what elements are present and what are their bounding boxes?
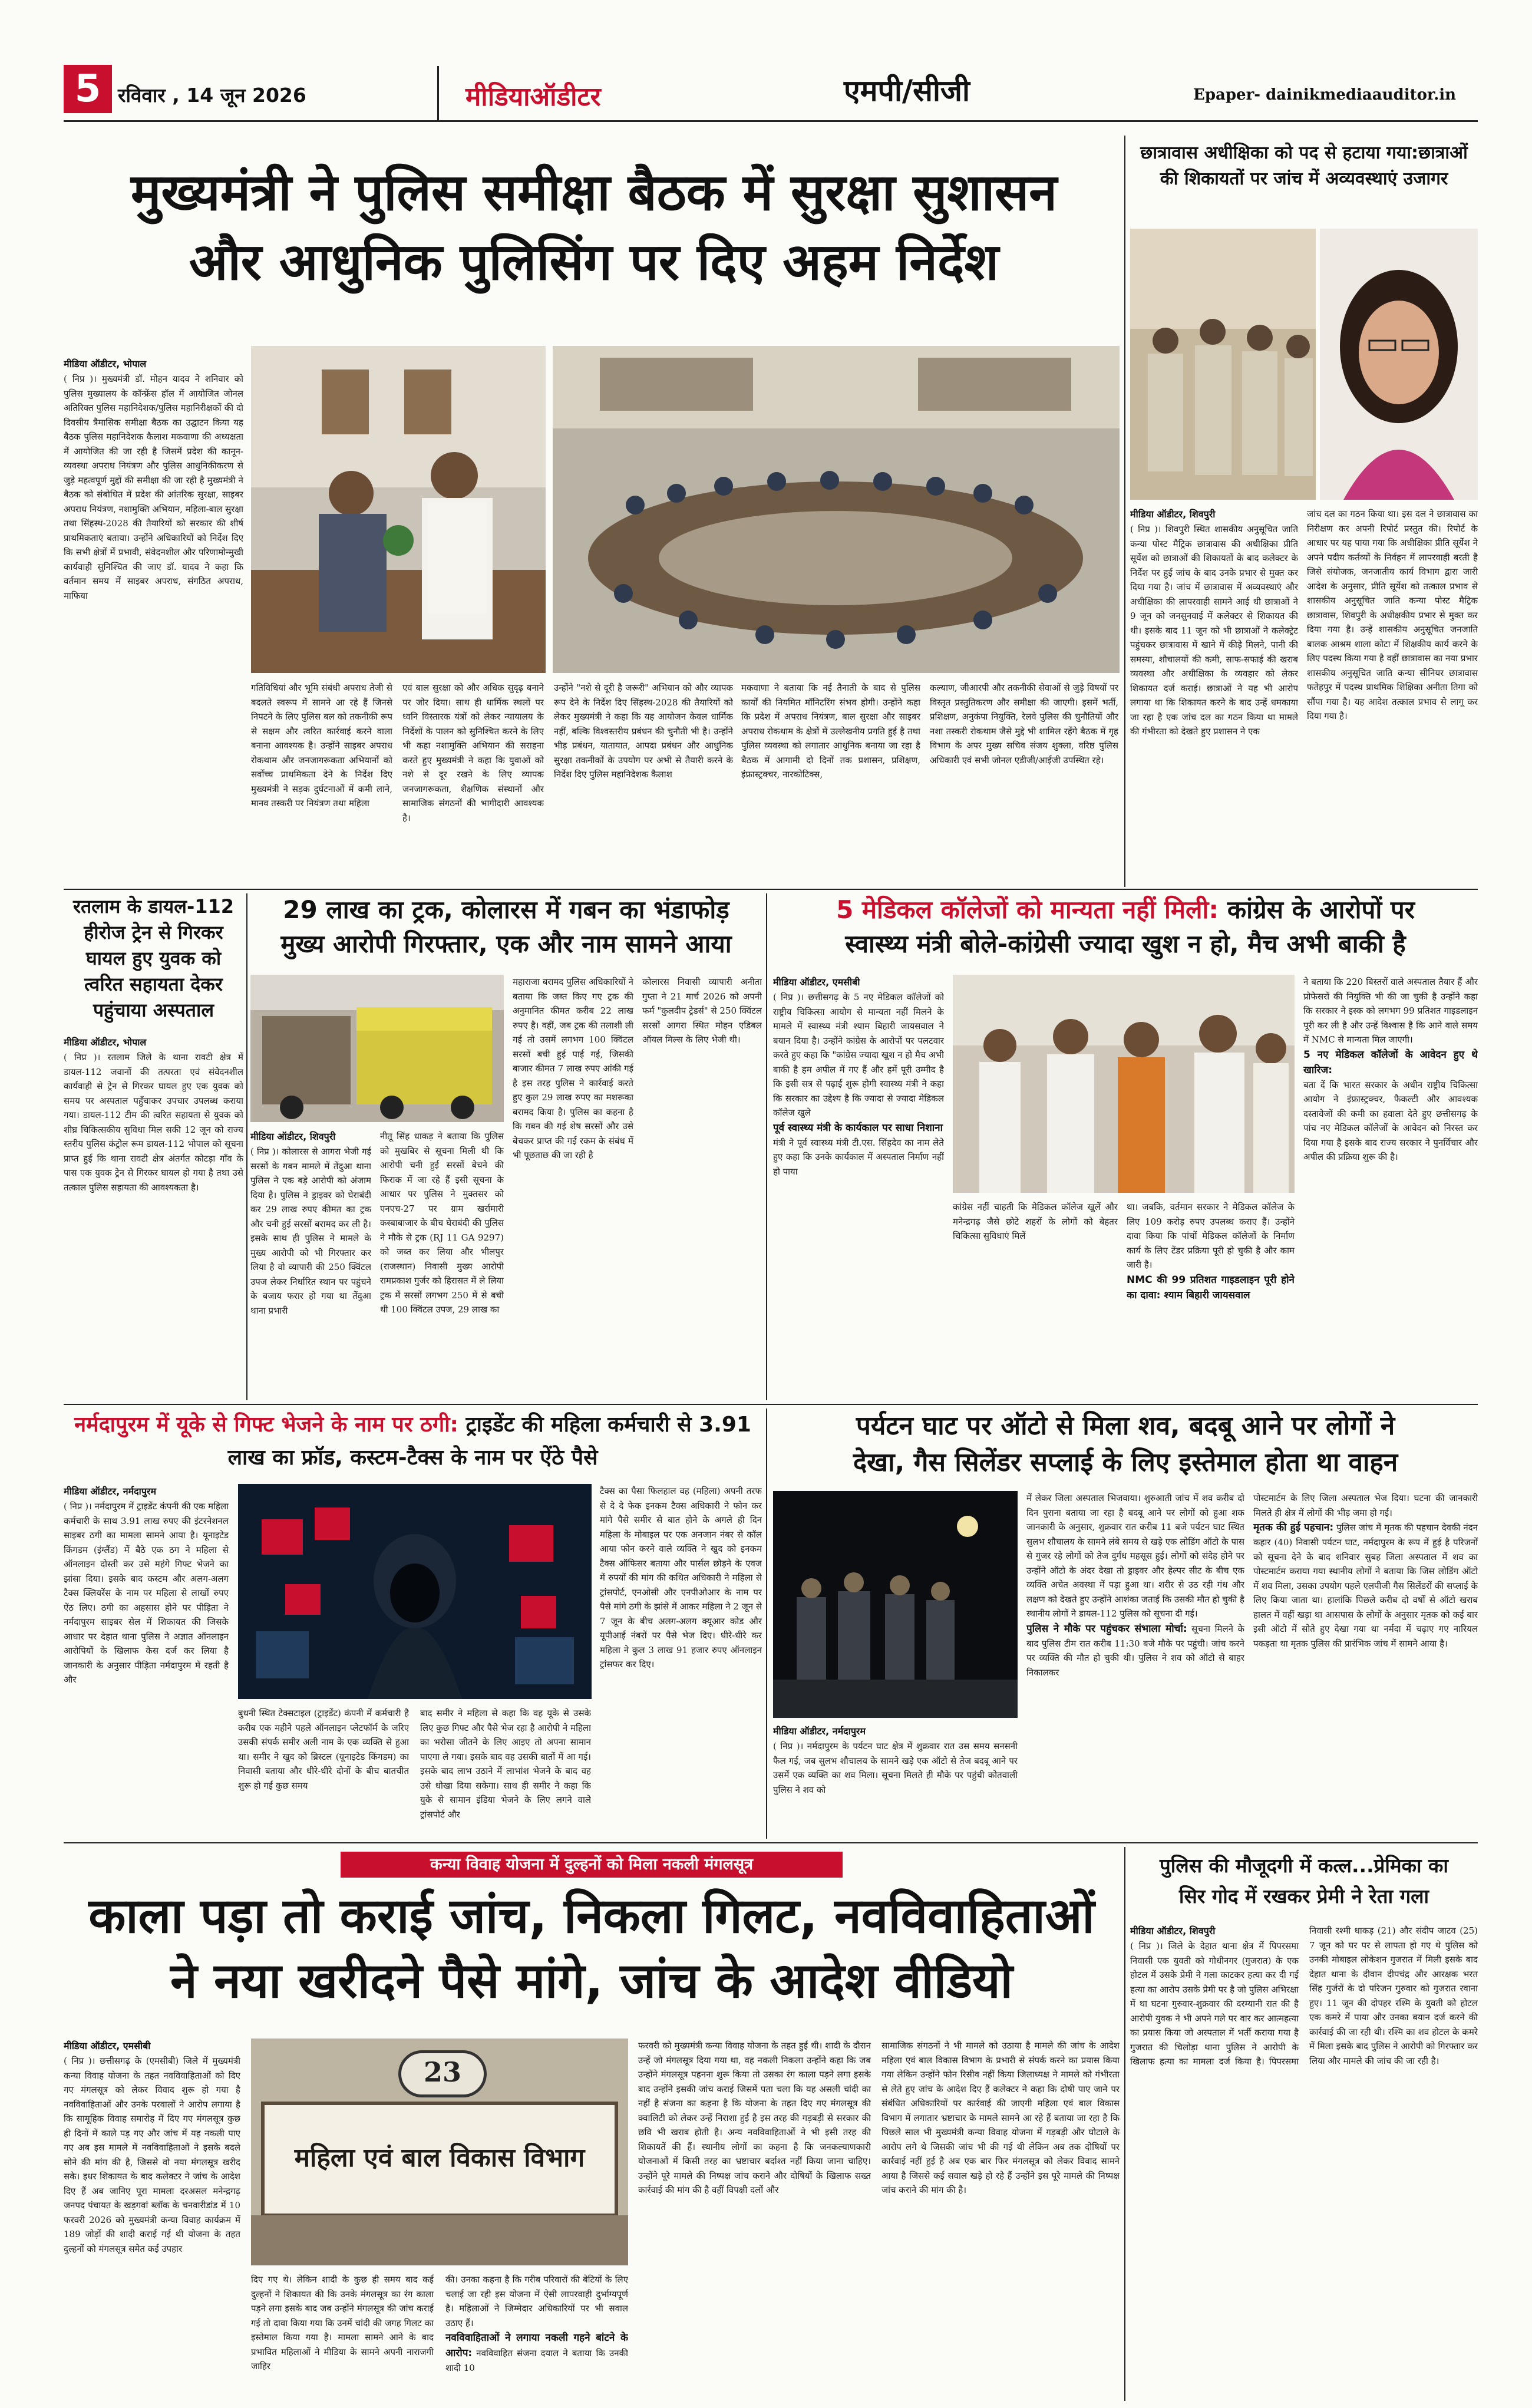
- ratlam-body: [64, 1035, 243, 1397]
- photo-hostel-students-image: [1130, 229, 1316, 500]
- auto-col-3b-text: पुलिस जांच में मृतक की पहचान देवकी नंदन कहार (40) निवासी पर्यटन घाट, नर्मदापुरम के रूप में हुई है परिजनों को सूचना देने के बाद शनिवार सुबह जिला अस्पताल में शव का पोस्टमार्टम कराया गया स्थानीय लोगों ने बताया कि जिस लोडिंग ऑटो में शव मिला, उसका उपयोग पहले एलपीजी गैस सिलेंडरों की सप्लाई के लिए किया जाता था। हालांकि पिछले करीब दो वर्षों से ऑटो खराब हालत में वहीं खड़ा था आसपास के लोगों के अनुसार मृतक को कई बार इसी ऑटो में सोते हुए देखा गया था नर्मदा में चढ़ाए गए नारियल पकड़ता था मृतक पुलिस की प्रारंभिक जांच में सामने आया है।: [1253, 1522, 1478, 1649]
- murder-body: [1130, 1924, 1478, 2399]
- mangalsutra-col-5: सामाजिक संगठनों ने भी मामले को उठाया है मामले की जांच के आदेश महिला एवं बाल विकास विभाग के प्रभारी से संपर्क करने का प्रयास किया गया लेकिन उन्होंने फोन रिसीव नहीं किया जिलाध्यक्ष ने मामले को गंभीरता से लेते हुए जांच के आदेश दिए हैं कलेक्टर ने कहा कि दोषी पाए जाने पर संबंधित अधिकारियों पर कार्रवाई की जाएगी महिला एवं बाल विकास विभाग में लगातार भ्रष्टाचार के मामले सामने आ रहे हैं बताया जा रहा है कि पिछले साल भी मुख्यमंत्री कन्या विवाह योजना में गड़बड़ी और घोटाले के आरोप लगे थे जिसकी जांच भी की गई थी लेकिन अब तक दोषियों पर कार्रवाई नहीं हुई है अब एक बार फिर मंगलसूत्र को लेकर विवाद सामने आया है जिससे कई सवाल खड़े हो रहे हैं उन्होंने इस पूरे मामले की निष्पक्ष जांच कराने की मांग की है।: [881, 2040, 1120, 2195]
- mangalsutra-subhead-1: नवविवाहिताओं ने लगाया नकली गहने बांटने के आरोप:: [445, 2332, 628, 2359]
- murder-headline-tail: प्रेमिका का: [1373, 1854, 1448, 1877]
- medical-subhead-2-tail: श्याम बिहारी जायसवाल: [1160, 1289, 1250, 1301]
- dateline: मीडिया ऑडीटर, एमसीबी: [64, 2040, 151, 2051]
- truck-headline-line2: मुख्य आरोपी गिरफ्तार, एक और नाम सामने आया: [280, 929, 732, 958]
- lead-headline-line2: और आधुनिक पुलिसिंग पर दिए अहम निर्देश: [189, 233, 999, 292]
- photo-health-minister: [953, 975, 1295, 1193]
- col-divider-right: [1124, 136, 1125, 887]
- fraud-headline-red: नर्मदापुरम में यूके से गिफ्ट भेजने के नाम पर ठगी:: [74, 1413, 458, 1437]
- section-label: एमपी/सीजी: [844, 74, 970, 108]
- auto-headline-line1: पर्यटन घाट पर ऑटो से मिला शव, बदबू आने पर लोगों ने: [856, 1411, 1395, 1441]
- medical-subhead-3: 5 नए मेडिकल कॉलेजों के आवेदन हुए थे खारिज:: [1303, 1048, 1478, 1076]
- lead-col-5: मकवाणा ने बताया कि नई तैनाती के बाद से पुलिस कार्यों की नियमित मॉनिटरिंग संभव होगी। उन्होंने कहा कि प्रदेश में अपराध नियंत्रण, बाल सुरक्षा और साइबर अपराध रोकथाम के क्षेत्रों में उल्लेखनीय प्रगति हुई है तथा पुलिस व्यवस्था को लगातार आधुनिक बनाया जा रहा है बैठक में आगामी दो दिनों तक प्रशासन, प्रशिक्षण, इंफ्रास्ट्रक्चर, नारकोटिक्स,: [741, 682, 920, 780]
- medical-col-1b-text: मंत्री ने पूर्व स्वास्थ्य मंत्री टी.एस. सिंहदेव का नाम लेते हुए कहा कि उनके कार्यकाल में अस्पताल निर्माण नहीं हो पाया: [773, 1137, 944, 1177]
- col-divider-ratlam: [246, 893, 247, 1400]
- lead-headline-line1: मुख्यमंत्री ने पुलिस समीक्षा बैठक में सुरक्षा सुशासन: [131, 163, 1057, 222]
- truck-headline-line1: 29 लाख का ट्रक, कोलारस में गबन का भंडाफोड़: [283, 895, 729, 924]
- fraud-col-3: बाद समीर ने महिला से कहा कि वह यूके से उसके लिए कुछ गिफ्ट और पैसे भेज रहा है आरोपी ने महिला का भरोसा जीतने के लिए आइए तो अपना सामान पाएगा ले गया। इसके बाद वह उसकी बातों में आ गई। इसके बाद लाभ उठाने में लाभांश भेजने के बाद वह उसे धोखा दिया सकेगा। साथ ही समीर ने कहा कि युके से सामान इंडिया भेजने के लिए लगने वाले ट्रांसपोर्ट और: [420, 1708, 591, 1820]
- truck-story: [250, 893, 762, 1400]
- epaper-link[interactable]: Epaper- dainikmediaauditor.in: [1193, 86, 1457, 104]
- photo-cyber-hacker-image: [238, 1484, 592, 1699]
- medical-col-3: [1127, 1200, 1295, 1397]
- photo-meeting-hall-image: [553, 346, 1120, 673]
- ratlam-body-text: ( निप्र )। रतलाम जिले के थाना रावटी क्षेत्र में डायल-112 जवानों की तत्परता एवं संवेदनशील कार्यवाही से ट्रेन से गिरकर घायल हुए एक युवक को समय पर अस्पताल पहुँचाकर उपचार उपलब्ध कराया गया। डायल-112 टीम की त्वरित सहायता से युवक को शीघ्र चिकित्सकीय सुविधा मिल सकी 12 जून को राज्य स्तरीय पुलिस कंट्रोल रूम डायल-112 भोपाल को सूचना प्राप्त हुई कि थाना रावटी क्षेत्र अंतर्गत कोटड़ा गाँव के पास एक युवक ट्रेन से गिरकर घायल हो गया है तथा उसे तत्काल पुलिस सहायता की आवश्यकता है।: [64, 1052, 243, 1193]
- photo-seized-truck-image: [250, 975, 504, 1122]
- fraud-col-1-text: ( निप्र )। नर्मदापुरम में ट्राइडेंट कंपनी की एक महिला कर्मचारी के साथ 3.91 लाख रुपए की इंटरनेशनल साइबर ठगी का मामला सामने आया है। यूनाइटेड किंगडम (इंग्लैंड) में बैठे एक ठग ने महिला से ऑनलाइन दोस्ती कर उसे महंगे गिफ्ट भेजने का झांसा दिया। इसके बाद कस्टम और अलग-अलग टैक्स क्लियरेंस के नाम पर महिला से लाखों रुपए ऐंठ लिए। ठगी का अहसास होने पर पीड़िता ने नर्मदापुरम साइबर सेल में शिकायत की जिसके आधार पर देहात थाना पुलिस ने अज्ञात ऑनलाइन आरोपियों के खिलाफ केस दर्ज कर लिया है जानकारी के अनुसार पीड़िता नर्मदापुरम में रहती है और: [64, 1501, 229, 1685]
- photo-cm-gift: [251, 346, 546, 673]
- dateline: मीडिया ऑडीटर, नर्मदापुरम: [773, 1726, 866, 1737]
- mangalsutra-headline-line1: काला पड़ा तो कराई जांच, निकला गिलट, नवविवाहिताओं: [88, 1888, 1095, 1944]
- auto-col-2-text: में लेकर जिला अस्पताल भिजवाया। शुरुआती जांच में शव करीब दो दिन पुराना बताया जा रहा है बदबू आने पर लोगों को हुआ शक जानकारी के अनुसार, शुक्रवार रात करीब 11 बजे पर्यटन घाट स्थित सुलभ शौचालय के सामने लंबे समय से खड़े एक लोडिंग ऑटो के पास से गुजर रहे लोगों को तेज दुर्गंध महसूस हुई। लोगों को संदेह होने पर उन्होंने ऑटो के अंदर देखा तो ड्राइवर और हेल्पर सीट के बीच एक व्यक्ति अचेत अवस्था में पड़ा हुआ था। शरीर से उठ रही गंध और लक्षण को देखते हुए उन्होंने आशंका जताई कि उसकी मौत हो चुकी है स्थानीय लोगों ने डायल-112 पुलिस को सूचना दी गई।: [1026, 1493, 1244, 1619]
- mangalsutra-kicker: कन्या विवाह योजना में दुल्हनों को मिला नकली मंगलसूत्र: [341, 1852, 843, 1878]
- photo-meeting-hall: [553, 346, 1120, 673]
- medical-col-1-text: ( निप्र )। छत्तीसगढ़ के 5 नए मेडिकल कॉलेजों को राष्ट्रीय चिकित्सा आयोग से मान्यता नहीं मिलने के मामले में स्वास्थ्य मंत्री श्याम बिहारी जायसवाल ने बयान दिया है। उन्होंने कांग्रेस के आरोपों पर पलटवार करते हुए कहा कि "कांग्रेस ज्यादा खुश न हो मैच अभी बाकी है हम अपील में गए हैं और हमें पूरी उम्मीद है कि इसी सत्र से पढ़ाई शुरू होगी स्वास्थ्य मंत्री ने कहा कि सरकार का उद्देश्य है कि ज्यादा से ज्यादा मेडिकल कॉलेज खुले: [773, 992, 944, 1118]
- murder-story: [1130, 1847, 1478, 2401]
- dateline: मीडिया ऑडीटर, शिवपुरी: [1130, 1925, 1216, 1937]
- photo-wcd-office: [251, 2038, 628, 2265]
- ratlam-story: [64, 893, 243, 1400]
- mangalsutra-col-1-text: ( निप्र )। छत्तीसगढ़ के (एमसीबी) जिले में मुख्यमंत्री कन्या विवाह योजना के तहत नवविवाहिताओं को दिए गए मंगलसूत्र को लेकर विवाद शुरू हो गया है नवविवाहिताओं और उनके परवालों ने आरोप लगाया है कि सामूहिक विवाह समारोह में दिए गए मंगलसूत्र कुछ ही दिनों में काले पड़ गए और जांच में यह नकली पाए गए अब इस मामले में नवविवाहिताओं ने इसके बदले सोने की मांग की है, जिससे वो नया मंगलसूत्र खरीद सके। इधर शिकायत के बाद कलेक्टर ने जांच के आदेश दिए हैं अब जानिए पूरा मामला दरअसल मनेन्द्रगढ़ जनपद पंचायत के खड़गवां ब्लॉक के चनवारीडांड में 10 फरवरी 2026 को मुख्यमंत्री कन्या विवाह कार्यक्रम में 189 जोड़ों की शादी कराई गई थी योजना के तहत दुल्हनों को मंगलसूत्र समेत कई उपहार: [64, 2056, 240, 2254]
- medical-subhead-2: NMC की 99 प्रतिशत गाइडलाइन पूरी होने का दावा:: [1127, 1274, 1295, 1301]
- auto-col-2: [1026, 1491, 1244, 1838]
- lead-col-4: उन्होंने "नशे से दूरी है जरूरी" अभियान को और व्यापक रूप देने के निर्देश दिए सिंहस्थ-2028 की तैयारियों को लेकर मुख्यमंत्री ने कहा कि यह आयोजन केवल धार्मिक नहीं, बल्कि विश्वस्तरीय प्रबंधन की चुनौती भी है। उन्होंने भीड़ प्रबंधन, यातायात, आपदा प्रबंधन और आधुनिक सुरक्षा तकनीकों के उपयोग पर अभी से तैयारी करने के निर्देश दिए पुलिस महानिदेशक कैलाश: [554, 682, 733, 780]
- ratlam-headline: रतलाम के डायल-112 हीरोज ट्रेन से गिरकर घायल हुए युवक को त्वरित सहायता देकर पहुंचाया अस्पताल: [72, 895, 235, 1021]
- murder-headline-line1: [1130, 1852, 1478, 1880]
- lead-story: [64, 127, 1120, 887]
- mangalsutra-col-1: [64, 2038, 240, 2399]
- fraud-col-4: टैक्स का पैसा फिलहाल वह (महिला) अपनी तरफ से दे दे फेक इनकम टैक्स अधिकारी ने फोन कर मांगे पैसे समीर से बात होने के अगले ही दिन महिला के मोबाइल पर एक अनजान नंबर से कॉल आया फोन करने वाले व्यक्ति ने खुद को इनकम टैक्स ऑफिसर बताया और पार्सल छोड़ने के एवज में रुपयों की मांग की कथित अधिकारी ने महिला से ट्रांसपोर्ट, एनओसी और एनपीओआर के नाम पर पैसे मांगे ठगी के झांसे में आकर महिला ने 2 जून से 7 जून के बीच अलग-अलग क्यूआर कोड और यूपीआई नंबरों पर पैसे भेज दिए। धीरे-धीरे कर महिला ने कुल 3 लाख 91 हजार रुपए ऑनलाइन ट्रांसफर कर दिए।: [600, 1486, 762, 1670]
- dateline: मीडिया ऑडीटर, शिवपुरी: [250, 1131, 336, 1142]
- murder-headline-black: पुलिस की मौजूदगी में कत्ल...: [1160, 1854, 1374, 1877]
- dateline: मीडिया ऑडीटर, भोपाल: [64, 358, 147, 370]
- truck-col-2: नीतू सिंह धाकड़ ने बताया कि पुलिस को मुखबिर से सूचना मिली थी कि आरोपी चनी हुई सरसों बेचने की फिराक में जा रहे हैं इसी सूचना के आधार पर पुलिस ने मुक्तसर को एनएच-27 पर ग्राम खर्रामारी कस्बाबाजार के बीच घेराबंदी की पुलिस ने मौके से ट्रक (RJ 11 GA 9297) को जब्त कर लिया और भीलपुर (राजस्थान) निवासी मुख्य आरोपी रामप्रकाश गुर्जर को हिरासत में ले लिया ट्रक में सरसों लगभग 250 में से बची थी 100 क्विंटल उपज, 29 लाख का: [380, 1131, 504, 1315]
- medical-col-3-text: था। जबकि, वर्तमान सरकार ने मेडिकल कॉलेज के लिए 109 करोड़ रुपए उपलब्ध कराए हैं। उन्होंने दावा किया कि पांचों मेडिकल कॉलेजों के निर्माण कार्य के लिए टेंडर प्रक्रिया पूरी हो चुकी है और काम जारी है।: [1127, 1202, 1295, 1270]
- fraud-headline-black: ट्राइडेंट की महिला कर्मचारी से 3.91 लाख का फ्रॉड, कस्टम-टैक्स के नाम पर ऐंठे पैसे: [227, 1413, 751, 1470]
- mangalsutra-col-4: फरवरी को मुख्यमंत्री कन्या विवाह योजना के तहत हुई थी। शादी के दौरान उन्हें जो मंगलसूत्र दिया गया था, वह नकली निकला उन्होंने कहा कि जब उन्होंने मंगलसूत्र पहनना शुरू किया तो उसका रंग काला पड़ने लगा इसके बाद उन्होंने इसकी जांच कराई जिसमें पता चला कि यह असली चांदी का नहीं है संजना का कहना है कि योजना के तहत दिए गए मंगलसूत्र की क्वालिटी को लेकर उन्हें निराशा हुई है इस तरह की गड़बड़ी से सरकार की छवि भी खराब होती है। अन्य नवविवाहिताओं ने भी इसी तरह की शिकायतें की हैं। स्थानीय लोगों का कहना है कि जनकल्याणकारी योजनाओं में किसी तरह का भ्रष्टाचार बर्दाश्त नहीं किया जाना चाहिए। उन्होंने पूरे मामले की निष्पक्ष जांच कराने और दोषियों के खिलाफ सख्त कार्रवाई की मांग की है वहीं विपक्षी दलों और: [638, 2040, 871, 2195]
- mangalsutra-col-3: [445, 2272, 628, 2399]
- hostel-col-1-text: ( निप्र )। शिवपुरी स्थित शासकीय अनुसूचित जाति कन्या पोस्ट मैट्रिक छात्रावास की अधीक्षिका प्रीति सूर्येश को छात्राओं की शिकायतों के बाद कलेक्टर के निर्देश पर हुई जांच के बाद उनके प्रभार से मुक्त कर दिया गया है। जांच में छात्रावास में अव्यवस्थाएं और अधीक्षिका की लापरवाही सामने आई थी छात्राओं ने 9 जून को जनसुनवाई में कलेक्टर से शिकायत की थी। इसके बाद 11 जून को भी छात्राओं ने कलेक्ट्रेट पहुंचकर छात्रावास में खाने में कीड़े मिलने, पानी की समस्या, शौचालयों की कमी, साफ-सफाई की खराब व्यवस्था और अधीक्षिका के व्यवहार को लेकर शिकायत दर्ज कराई। छात्राओं ने यह भी आरोप लगाया था कि शिकायत करने के बाद उन्हें धमकाया जा रहा है एक जांच दल का गठन किया था मामले की गंभीरता को देखते हुए प्रशासन ने एक: [1130, 524, 1298, 737]
- fraud-col-1: [64, 1484, 229, 1838]
- lead-col-1-text: ( निप्र )। मुख्यमंत्री डॉ. मोहन यादव ने शनिवार को पुलिस मुख्यालय के कॉन्फ्रेंस हॉल में आयोजित जोनल अतिरिक्त पुलिस महानिदेशक/पुलिस महानिरीक्षकों की दो दिवसीय त्रैमासिक समीक्षा बैठक का उद्घाटन किया यह बैठक पुलिस महानिदेशक कैलाश मकवाणा की अध्यक्षता में आयोजित की जा रही है जिसमें प्रदेश की कानून-व्यवस्था अपराध नियंत्रण और पुलिस आधुनिकीकरण से जुड़े महत्वपूर्ण मुद्दों की समीक्षा की जा रही है मुख्यमंत्री ने बैठक को संबोधित में प्रदेश की आंतरिक सुरक्षा, साइबर अपराध नियंत्रण, नशामुक्ति अभियान, महिला-बाल सुरक्षा तथा सिंहस्थ-2028 की तैयारियों को सरकार की शीर्ष प्राथमिकताएं बताया। उन्होंने अधिकारियों को निर्देश दिए कि सभी क्षेत्रों में प्रभावी, संवेदनशील और परिणामोन्मुखी कार्यवाही सुनिश्चित की जाए डॉ. यादव ने कहा कि वर्तमान समय में साइबर अपराध, संगठित अपराध, माफिया: [64, 374, 243, 601]
- photo-warden-portrait: [1320, 229, 1478, 500]
- lead-col-3: एवं बाल सुरक्षा को और अधिक सुदृढ़ बनाने पर जोर दिया। साथ ही धार्मिक स्थलों पर ध्वनि विस्तारक यंत्रों को लेकर न्यायालय के निर्देशों के पालन को सुनिश्चित करने के लिए भी कहा नशामुक्ति अभियान की सराहना करते हुए मुख्यमंत्री ने कहा कि युवाओं को नशे से दूर रखने के लिए व्यापक जनजागरूकता, शैक्षणिक संस्थानों और सामाजिक संगठनों की भागीदारी आवश्यक है।: [402, 682, 544, 823]
- photo-cm-gift-image: [251, 346, 546, 673]
- auto-col-3: [1253, 1491, 1478, 1838]
- medical-headline-line1: [773, 893, 1478, 926]
- truck-col-4: कोलारस निवासी व्यापारी अनीता गुप्ता ने 21 मार्च 2026 को अपनी फर्म "कुलदीप ट्रेडर्स" से 250 क्विंटल सरसों आगरा स्थित मोहन एडिबल ऑयल मिल्स के लिए भेजी थी।: [642, 977, 762, 1045]
- photo-seized-truck: [250, 975, 504, 1122]
- auto-subhead-2: मृतक की हुई पहचान:: [1253, 1522, 1334, 1533]
- medical-headline-red: 5 मेडिकल कॉलेजों को मान्यता नहीं मिली:: [836, 895, 1219, 924]
- section-rule-2: [64, 1404, 1478, 1405]
- masthead-rule: [64, 120, 1478, 122]
- hostel-col-1: [1130, 507, 1298, 884]
- photo-wcd-number: 23: [398, 2050, 487, 2097]
- photo-hostel-students: [1130, 229, 1316, 500]
- medical-col-1: [773, 975, 944, 1396]
- auto-col-1: [773, 1724, 1018, 1837]
- photo-warden-portrait-image: [1320, 229, 1478, 500]
- page-number: 5: [64, 65, 112, 113]
- murder-headline-line2: सिर गोद में रखकर प्रेमी ने रेता गला: [1178, 1885, 1429, 1908]
- hostel-col-2: जांच दल का गठन किया था। इस दल ने छात्रावास का निरीक्षण कर अपनी रिपोर्ट प्रस्तुत की। रिपोर्ट के आधार पर यह पाया गया कि अधीक्षिका प्रीति सूर्येश ने अपने पदीय कर्तव्यों के निर्वहन में लापरवाही बरती है जिसे संयोजक, जनजातीय कार्य विभाग द्वारा जारी आदेश के अनुसार, प्रीति सूर्येश को तत्काल प्रभाव से शासकीय अनुसूचित जाति कन्या पोस्ट मैट्रिक छात्रावास, शिवपुरी के अधीक्षकीय प्रभार से मुक्त कर दिया गया है। उन्हें शासकीय अनुसूचित जनजाति बालक आश्रम शाला कोटा में शिक्षकीय कार्य करने के लिए पदस्थ किया गया है वहीं छात्रावास का नया प्रभार शासकीय अनुसूचित जाति कन्या सीनियर छात्रावास फतेहपुर में पदस्थ प्राथमिक शिक्षिका अनीता तिगा को सौंपा गया है। यह आदेश तत्काल प्रभाव से लागू कर दिया गया है।: [1307, 509, 1478, 721]
- fraud-headline: [64, 1408, 762, 1475]
- dateline: मीडिया ऑडीटर, नर्मदापुरम: [64, 1486, 157, 1497]
- dateline: मीडिया ऑडीटर, एमसीबी: [773, 977, 860, 988]
- auto-subhead-1: पुलिस ने मौके पर पहुंचकर संभाला मोर्चा:: [1026, 1622, 1187, 1635]
- murder-body-text: ( निप्र )। जिले के देहात थाना क्षेत्र में पिपरसमा निवासी एक युवती को गोधीनगर (गुजरात) के एक होटल में उसके प्रेमी ने गला काटकर हत्या कर दी गई हत्या का आरोप उसके प्रेमी पर है जो पुलिस अभिरक्षा में था घटना गुरुवार-शुक्रवार की दरम्यानी रात की है आरोपी युवक ने भी अपने गले पर वार कर आत्महत्या का प्रयास किया जो अस्पताल में भर्ती कराया गया है गुजरात की चिलोड़ा थाना पुलिस ने आरोपी के खिलाफ हत्या का मामला दर्ज किया है। पिपरसमा निवासी रश्मी धाकड़ (21) और संदीप जाटव (25) 7 जून को घर पर से लापता हो गए थे पुलिस को उनकी मोबाइल लोकेशन गुजरात में मिली इसके बाद देहात थाना के दीवान दीपचंद्र और आरक्षक भरत सिंह गुर्जरों के दो परिजन गुरुवार को गुजरात रवाना हुए। 11 जून की दोपहर रश्मि के युवती को होटल एक कमरे में पाया और उनका बयान दर्ज करने की कार्रवाई की जा रही थी। रश्मि का शव होटल के कमरे में मिला इसके बाद पुलिस ने आरोपी को गिरफ्तार कर लिया और मामले की जांच की जा रही है।: [1130, 1925, 1478, 2067]
- fraud-story: [64, 1408, 762, 1839]
- lead-col-6: कल्याण, जीआरपी और तकनीकी सेवाओं से जुड़े विषयों पर विस्तृत प्रस्तुतिकरण और समीक्षा की जाएगी। इसमें भर्ती, प्रशिक्षण, अनुकंपा नियुक्ति, रेलवे पुलिस की चुनौतियों और नशा तस्करी रोकथाम जैसे मुद्दे भी शामिल रहेंगे बैठक में गृह विभाग के अपर मुख्य सचिव संजय शुक्ला, वरिष्ठ पुलिस अधिकारी एवं सभी जोनल एडीजी/आईजी उपस्थित रहे।: [930, 682, 1118, 766]
- auto-col-2b-text: सूचना मिलने के बाद पुलिस टीम रात करीब 11:30 बजे मौके पर पहुंची। जांच करने पर व्यक्ति की मौत हो चुकी थी। पुलिस ने शव को ऑटो से बाहर निकालकर: [1026, 1623, 1244, 1678]
- mangalsutra-col-3-text: की। उनका कहना है कि गरीब परिवारों की बेटियों के लिए चलाई जा रही इस योजना में ऐसी लापरवाही दुर्भाग्यपूर्ण है। महिलाओं ने जिम्मेदार अधिकारियों पर भी सवाल उठाए हैं।: [445, 2274, 628, 2328]
- medical-col-4-text: ने बताया कि 220 बिस्तरों वाले अस्पताल तैयार हैं और प्रोफेसरों की नियुक्ति भी की जा चुकी है उन्होंने कहा कि सरकार ने इस्क को लगभग 99 प्रतिशत गाइडलाइन पूरी कर ली है और उन्हें विश्वास है कि आने वाले समय में NMC से मान्यता मिल जाएगी।: [1303, 977, 1478, 1045]
- medical-headline-black: कांग्रेस के आरोपों पर: [1219, 895, 1415, 924]
- dateline: मीडिया ऑडीटर, शिवपुरी: [1130, 509, 1216, 520]
- medical-headline-line2: स्वास्थ्य मंत्री बोले-कांग्रेसी ज्यादा खुश न हो, मैच अभी बाकी है: [845, 929, 1406, 958]
- mangalsutra-col-2: दिए गए थे। लेकिन शादी के कुछ ही समय बाद कई दुल्हनों ने शिकायत की कि उनके मंगलसूत्र का रंग काला पड़ने लगा इसके बाद जब उन्होंने मंगलसूत्र की जांच कराई गई तो दावा किया गया कि उनमें चांदी की जगह गिलट का इस्तेमाल किया गया है। मामला सामने आने के बाद प्रभावित महिलाओं ने मीडिया के सामने अपनी नाराजगी जाहिर: [251, 2274, 434, 2371]
- section-rule-1: [64, 889, 1478, 890]
- medical-col-2: कांग्रेस नहीं चाहती कि मेडिकल कॉलेज खुलें और मनेन्द्रगढ़ जैसे छोटे शहरों के लोगों को बेहतर चिकित्सा सुविधाएं मिलें: [953, 1202, 1118, 1241]
- truck-col-1: [250, 1129, 371, 1397]
- hostel-story: [1130, 140, 1478, 886]
- mangalsutra-col-3b-text: नवविवाहित संजना दयाल ने बताया कि उनकी शादी 10: [445, 2348, 628, 2373]
- photo-ghat-night-image: [773, 1491, 1018, 1718]
- masthead: [0, 0, 1532, 118]
- photo-wcd-sign: महिला एवं बाल विकास विभाग: [294, 2143, 585, 2173]
- medical-college-story: [773, 893, 1478, 1400]
- photo-cyber-hacker: [238, 1484, 592, 1699]
- col-divider-truck: [766, 893, 767, 1400]
- auto-headline-line2: देखा, गैस सिलेंडर सप्लाई के लिए इस्तेमाल होता था वाहन: [853, 1447, 1398, 1477]
- col-divider-bottom-right: [1124, 1847, 1125, 2401]
- photo-ghat-night: [773, 1491, 1018, 1718]
- dateline: मीडिया ऑडीटर, भोपाल: [64, 1037, 147, 1048]
- fraud-col-2: बुधनी स्थित टेक्सटाइल (ट्राइडेंट) कंपनी में कर्मचारी है करीब एक महीने पहले ऑनलाइन प्लेटफॉर्म के जरिए उसकी संपर्क समीर अली नाम के एक व्यक्ति से हुआ था। समीर ने खुद को ब्रिस्टल (यूनाइटेड किंगडम) का निवासी बताया और धीरे-धीरे दोनों के बीच बातचीत शुरू हो गई कुछ समय: [238, 1708, 409, 1791]
- truck-col-3: महाराजा बरामद पुलिस अधिकारियों ने बताया कि जब्त किए गए ट्रक की अनुमानित कीमत करीब 22 लाख रुपए है। वहीं, जब ट्रक की तलाशी ली गई तो उसमें लगभग 100 क्विंटल सरसों बची हुई पाई गई, जिसकी बाजार कीमत 7 लाख रुपए आंकी गई है इस तरह पुलिस ने कार्रवाई करते हुए कुल 29 लाख रुपए का मशरूका बरामद किया है। पुलिस का कहना है कि गबन की गई शेष सरसों और उसे बेचकर प्राप्त की गई रकम के संबंध में भी पूछताछ की जा रही है: [513, 977, 633, 1160]
- medical-subhead-1: पूर्व स्वास्थ्य मंत्री के कार्यकाल पर साधा निशाना: [773, 1121, 943, 1134]
- medical-col-4: [1303, 975, 1478, 1396]
- col-divider-fraud: [766, 1408, 767, 1839]
- brand-name: मीडियाऑडीटर: [465, 82, 601, 112]
- auto-body-story: [773, 1408, 1478, 1839]
- section-rule-3: [64, 1842, 1478, 1843]
- issue-date: रविवार , 14 जून 2026: [118, 84, 306, 107]
- auto-col-1-text: ( निप्र )। नर्मदापुरम के पर्यटन घाट क्षेत्र में शुक्रवार रात उस समय सनसनी फैल गई, जब सुलभ शौचालय के सामने खड़े एक ऑटो से तेज बदबू आने पर उसमें एक व्यक्ति का शव मिला। सूचना मिलते ही मौके पर पहुंची कोतवाली पुलिस ने शव को: [773, 1741, 1018, 1795]
- photo-health-minister-image: [953, 975, 1295, 1193]
- medical-col-4b-text: बता दें कि भारत सरकार के अधीन राष्ट्रीय चिकित्सा आयोग ने इंफ्रास्ट्रक्चर, फैकल्टी और आवश्यक दस्तावेजों की कमी का हवाला देते हुए छत्तीसगढ़ के पांच नए मेडिकल कॉलेजों के आवेदन को निरस्त कर दिया गया है इसके बाद राज्य सरकार ने पुनर्विचार और अपील की प्रक्रिया शुरू की है।: [1303, 1079, 1478, 1162]
- truck-col-1-text: ( निप्र )। कोलारस से आगरा भेजी गई सरसों के गबन मामले में तेंदुआ थाना पुलिस ने एक बड़े आरोपी को अंजाम दिया है। पुलिस ने ड्राइवर को घेराबंदी कर 29 लाख रुपए कीमत का ट्रक और चनी हुई सरसों बरामद कर ली है। इसके साथ ही पुलिस ने मामले के मुख्य आरोपी को भी गिरफ्तार कर लिया है वो व्यापारी की 250 क्विंटल उपज लेकर निर्धारित स्थान पर पहुंचने के बजाय फरार हो गया था तेंदुआ थाना प्रभारी: [250, 1146, 371, 1316]
- lead-col-2: गतिविधियां और भूमि संबंधी अपराध तेजी से बदलते स्वरूप में सामने आ रहे हैं जिनसे निपटने के लिए पुलिस बल को तकनीकी रूप से सक्षम और त्वरित कार्रवाई करने वाला बनाना आवश्यक है। उन्होंने साइबर अपराध रोकथाम और जनजागरूकता अभियानों को सर्वोच्च प्राथमिकता देने के निर्देश दिए मुख्यमंत्री ने सड़क दुर्घटनाओं में कमी लाने, मानव तस्करी पर नियंत्रण तथा महिला: [251, 682, 392, 809]
- auto-col-3-text: पोस्टमार्टम के लिए जिला अस्पताल भेज दिया। घटना की जानकारी मिलते ही क्षेत्र में लोगों की भीड़ जमा हो गई।: [1253, 1493, 1478, 1518]
- mangalsutra-story: [64, 1847, 1120, 2401]
- mangalsutra-headline-line2: ने नया खरीदने पैसे मांगे, जांच के आदेश वीडियो: [170, 1953, 1013, 2009]
- lead-col-1: [64, 357, 243, 881]
- masthead-divider: [437, 66, 439, 120]
- hostel-headline: छात्रावास अधीक्षिका को पद से हटाया गया:छात्राओं की शिकायतों पर जांच में अव्यवस्थाएं उजागर: [1140, 143, 1468, 189]
